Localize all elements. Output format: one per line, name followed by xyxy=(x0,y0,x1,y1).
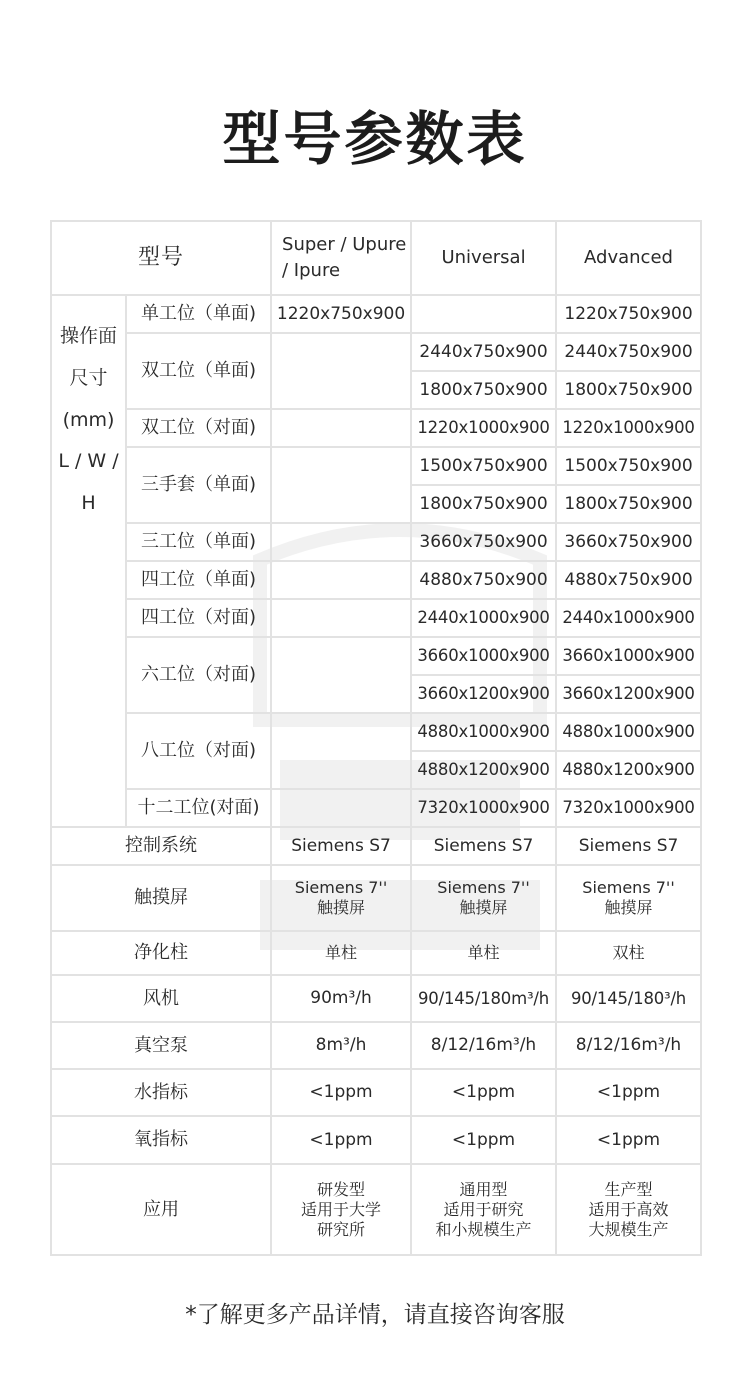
spec-row-control-system xyxy=(51,827,701,865)
spec-value: 双柱 xyxy=(556,931,701,975)
spec-value: 90m³/h xyxy=(271,975,411,1022)
table-row xyxy=(51,599,701,637)
spec-label: 真空泵 xyxy=(51,1022,271,1069)
spec-row-oxygen xyxy=(51,1116,701,1164)
spec-value xyxy=(556,865,701,931)
spec-row-fan xyxy=(51,975,701,1022)
spec-label: 应用 xyxy=(51,1164,271,1255)
table-row xyxy=(51,409,701,447)
spec-value: 90/145/180m³/h xyxy=(411,975,556,1022)
spec-row-water xyxy=(51,1069,701,1116)
work-surface-label xyxy=(51,295,126,827)
universal-dim-cell: 2440x1000x900 xyxy=(411,599,556,637)
spec-value-line: 研究所 xyxy=(317,1219,366,1239)
table-row xyxy=(51,295,701,333)
universal-dim-cell: 7320x1000x900 xyxy=(411,789,556,827)
table-row xyxy=(51,637,701,675)
super-dim-cell xyxy=(271,333,411,409)
position-cell: 单工位（单面) xyxy=(126,295,271,333)
advanced-dim-cell: 1220x1000x900 xyxy=(556,409,701,447)
spec-label: 控制系统 xyxy=(51,827,271,865)
advanced-dim-cell: 1500x750x900 xyxy=(556,447,701,485)
advanced-dim-cell: 4880x1200x900 xyxy=(556,751,701,789)
work-surface-label-line: 尺寸 xyxy=(69,366,108,389)
work-surface-label-line: L / W / xyxy=(58,450,119,473)
spec-value: Siemens S7 xyxy=(556,827,701,865)
universal-dim-cell: 4880x750x900 xyxy=(411,561,556,599)
advanced-dim-cell: 4880x1000x900 xyxy=(556,713,701,751)
work-surface-label-line: 操作面 xyxy=(59,325,117,347)
table-header-row xyxy=(51,221,701,295)
advanced-dim-cell: 3660x1000x900 xyxy=(556,637,701,675)
position-cell: 三工位（单面) xyxy=(126,523,271,561)
universal-dim-cell: 3660x1000x900 xyxy=(411,637,556,675)
spec-value-line: 触摸屏 xyxy=(317,898,366,917)
position-cell: 四工位（单面) xyxy=(126,561,271,599)
spec-row-touchscreen xyxy=(51,865,701,931)
header-universal-cell: Universal xyxy=(411,221,556,295)
super-dim-cell xyxy=(271,789,411,827)
advanced-dim-cell: 1220x750x900 xyxy=(556,295,701,333)
advanced-dim-cell: 2440x750x900 xyxy=(556,333,701,371)
spec-value-line: 触摸屏 xyxy=(459,898,508,917)
universal-dim-cell: 4880x1000x900 xyxy=(411,713,556,751)
spec-value: <1ppm xyxy=(411,1116,556,1164)
spec-value-line: Siemens 7'' xyxy=(294,878,388,897)
spec-row-application xyxy=(51,1164,701,1255)
spec-value: 8m³/h xyxy=(271,1022,411,1069)
table-row xyxy=(51,561,701,599)
work-surface-label-line: (mm) xyxy=(62,408,115,431)
spec-value-line: 生产型 xyxy=(604,1179,653,1199)
super-dim-cell xyxy=(271,713,411,789)
spec-value: 单柱 xyxy=(271,931,411,975)
header-super-cell: Super / Upure / Ipure xyxy=(271,221,411,295)
spec-value-line: 研发型 xyxy=(317,1179,366,1199)
position-cell: 六工位（对面) xyxy=(126,637,271,713)
spec-label: 触摸屏 xyxy=(51,865,271,931)
universal-dim-cell: 1500x750x900 xyxy=(411,447,556,485)
advanced-dim-cell: 3660x1200x900 xyxy=(556,675,701,713)
spec-label: 净化柱 xyxy=(51,931,271,975)
table-row xyxy=(51,447,701,485)
spec-value: 8/12/16m³/h xyxy=(556,1022,701,1069)
spec-value: 90/145/180³/h xyxy=(556,975,701,1022)
spec-row-vacuum-pump xyxy=(51,1022,701,1069)
spec-value: <1ppm xyxy=(271,1116,411,1164)
spec-value xyxy=(411,1164,556,1255)
super-dim-cell xyxy=(271,599,411,637)
universal-dim-cell: 3660x1200x900 xyxy=(411,675,556,713)
universal-dim-cell: 1800x750x900 xyxy=(411,371,556,409)
header-model-cell: 型号 xyxy=(51,221,271,295)
position-cell: 八工位（对面) xyxy=(126,713,271,789)
spec-row-purification xyxy=(51,931,701,975)
spec-value: Siemens S7 xyxy=(411,827,556,865)
advanced-dim-cell: 1800x750x900 xyxy=(556,485,701,523)
spec-value xyxy=(411,865,556,931)
advanced-dim-cell: 7320x1000x900 xyxy=(556,789,701,827)
universal-dim-cell: 1800x750x900 xyxy=(411,485,556,523)
universal-dim-cell: 2440x750x900 xyxy=(411,333,556,371)
universal-dim-cell xyxy=(411,295,556,333)
spec-label: 风机 xyxy=(51,975,271,1022)
position-cell: 双工位（单面) xyxy=(126,333,271,409)
position-cell: 三手套（单面) xyxy=(126,447,271,523)
work-surface-label-line: H xyxy=(81,492,96,515)
spec-label: 氧指标 xyxy=(51,1116,271,1164)
spec-value-line: 和小规模生产 xyxy=(435,1219,532,1239)
table-row xyxy=(51,713,701,751)
super-dim-cell xyxy=(271,409,411,447)
spec-value-line: 触摸屏 xyxy=(604,898,653,917)
page-title: 型号参数表 xyxy=(222,105,528,173)
universal-dim-cell: 4880x1200x900 xyxy=(411,751,556,789)
spec-value: 单柱 xyxy=(411,931,556,975)
spec-table xyxy=(50,220,702,1256)
super-dim-cell xyxy=(271,447,411,523)
spec-value-line: Siemens 7'' xyxy=(582,878,675,897)
header-advanced-cell: Advanced xyxy=(556,221,701,295)
position-cell: 双工位（对面) xyxy=(126,409,271,447)
position-cell: 四工位（对面) xyxy=(126,599,271,637)
footer-note: *了解更多产品详情，请直接咨询客服 xyxy=(185,1302,565,1328)
spec-value-line: Siemens 7'' xyxy=(437,878,530,897)
spec-value-line: 适用于研究 xyxy=(443,1199,524,1219)
advanced-dim-cell: 4880x750x900 xyxy=(556,561,701,599)
spec-value: Siemens S7 xyxy=(271,827,411,865)
universal-dim-cell: 3660x750x900 xyxy=(411,523,556,561)
spec-value xyxy=(556,1164,701,1255)
spec-value: <1ppm xyxy=(556,1116,701,1164)
spec-value: <1ppm xyxy=(271,1069,411,1116)
universal-dim-cell: 1220x1000x900 xyxy=(411,409,556,447)
spec-value: 8/12/16m³/h xyxy=(411,1022,556,1069)
spec-value-line: 适用于高效 xyxy=(588,1199,669,1219)
advanced-dim-cell: 2440x1000x900 xyxy=(556,599,701,637)
table-row xyxy=(51,333,701,371)
super-dim-cell: 1220x750x900 xyxy=(271,295,411,333)
super-dim-cell xyxy=(271,523,411,561)
advanced-dim-cell: 3660x750x900 xyxy=(556,523,701,561)
spec-value-line: 大规模生产 xyxy=(588,1219,669,1239)
spec-value-line: 通用型 xyxy=(459,1179,508,1199)
position-cell: 十二工位(对面) xyxy=(126,789,271,827)
table-row xyxy=(51,789,701,827)
super-dim-cell xyxy=(271,561,411,599)
spec-value xyxy=(271,1164,411,1255)
advanced-dim-cell: 1800x750x900 xyxy=(556,371,701,409)
spec-value-line: 适用于大学 xyxy=(301,1199,382,1219)
spec-value xyxy=(271,865,411,931)
spec-value: <1ppm xyxy=(411,1069,556,1116)
spec-label: 水指标 xyxy=(51,1069,271,1116)
spec-value: <1ppm xyxy=(556,1069,701,1116)
super-dim-cell xyxy=(271,637,411,713)
table-row xyxy=(51,523,701,561)
